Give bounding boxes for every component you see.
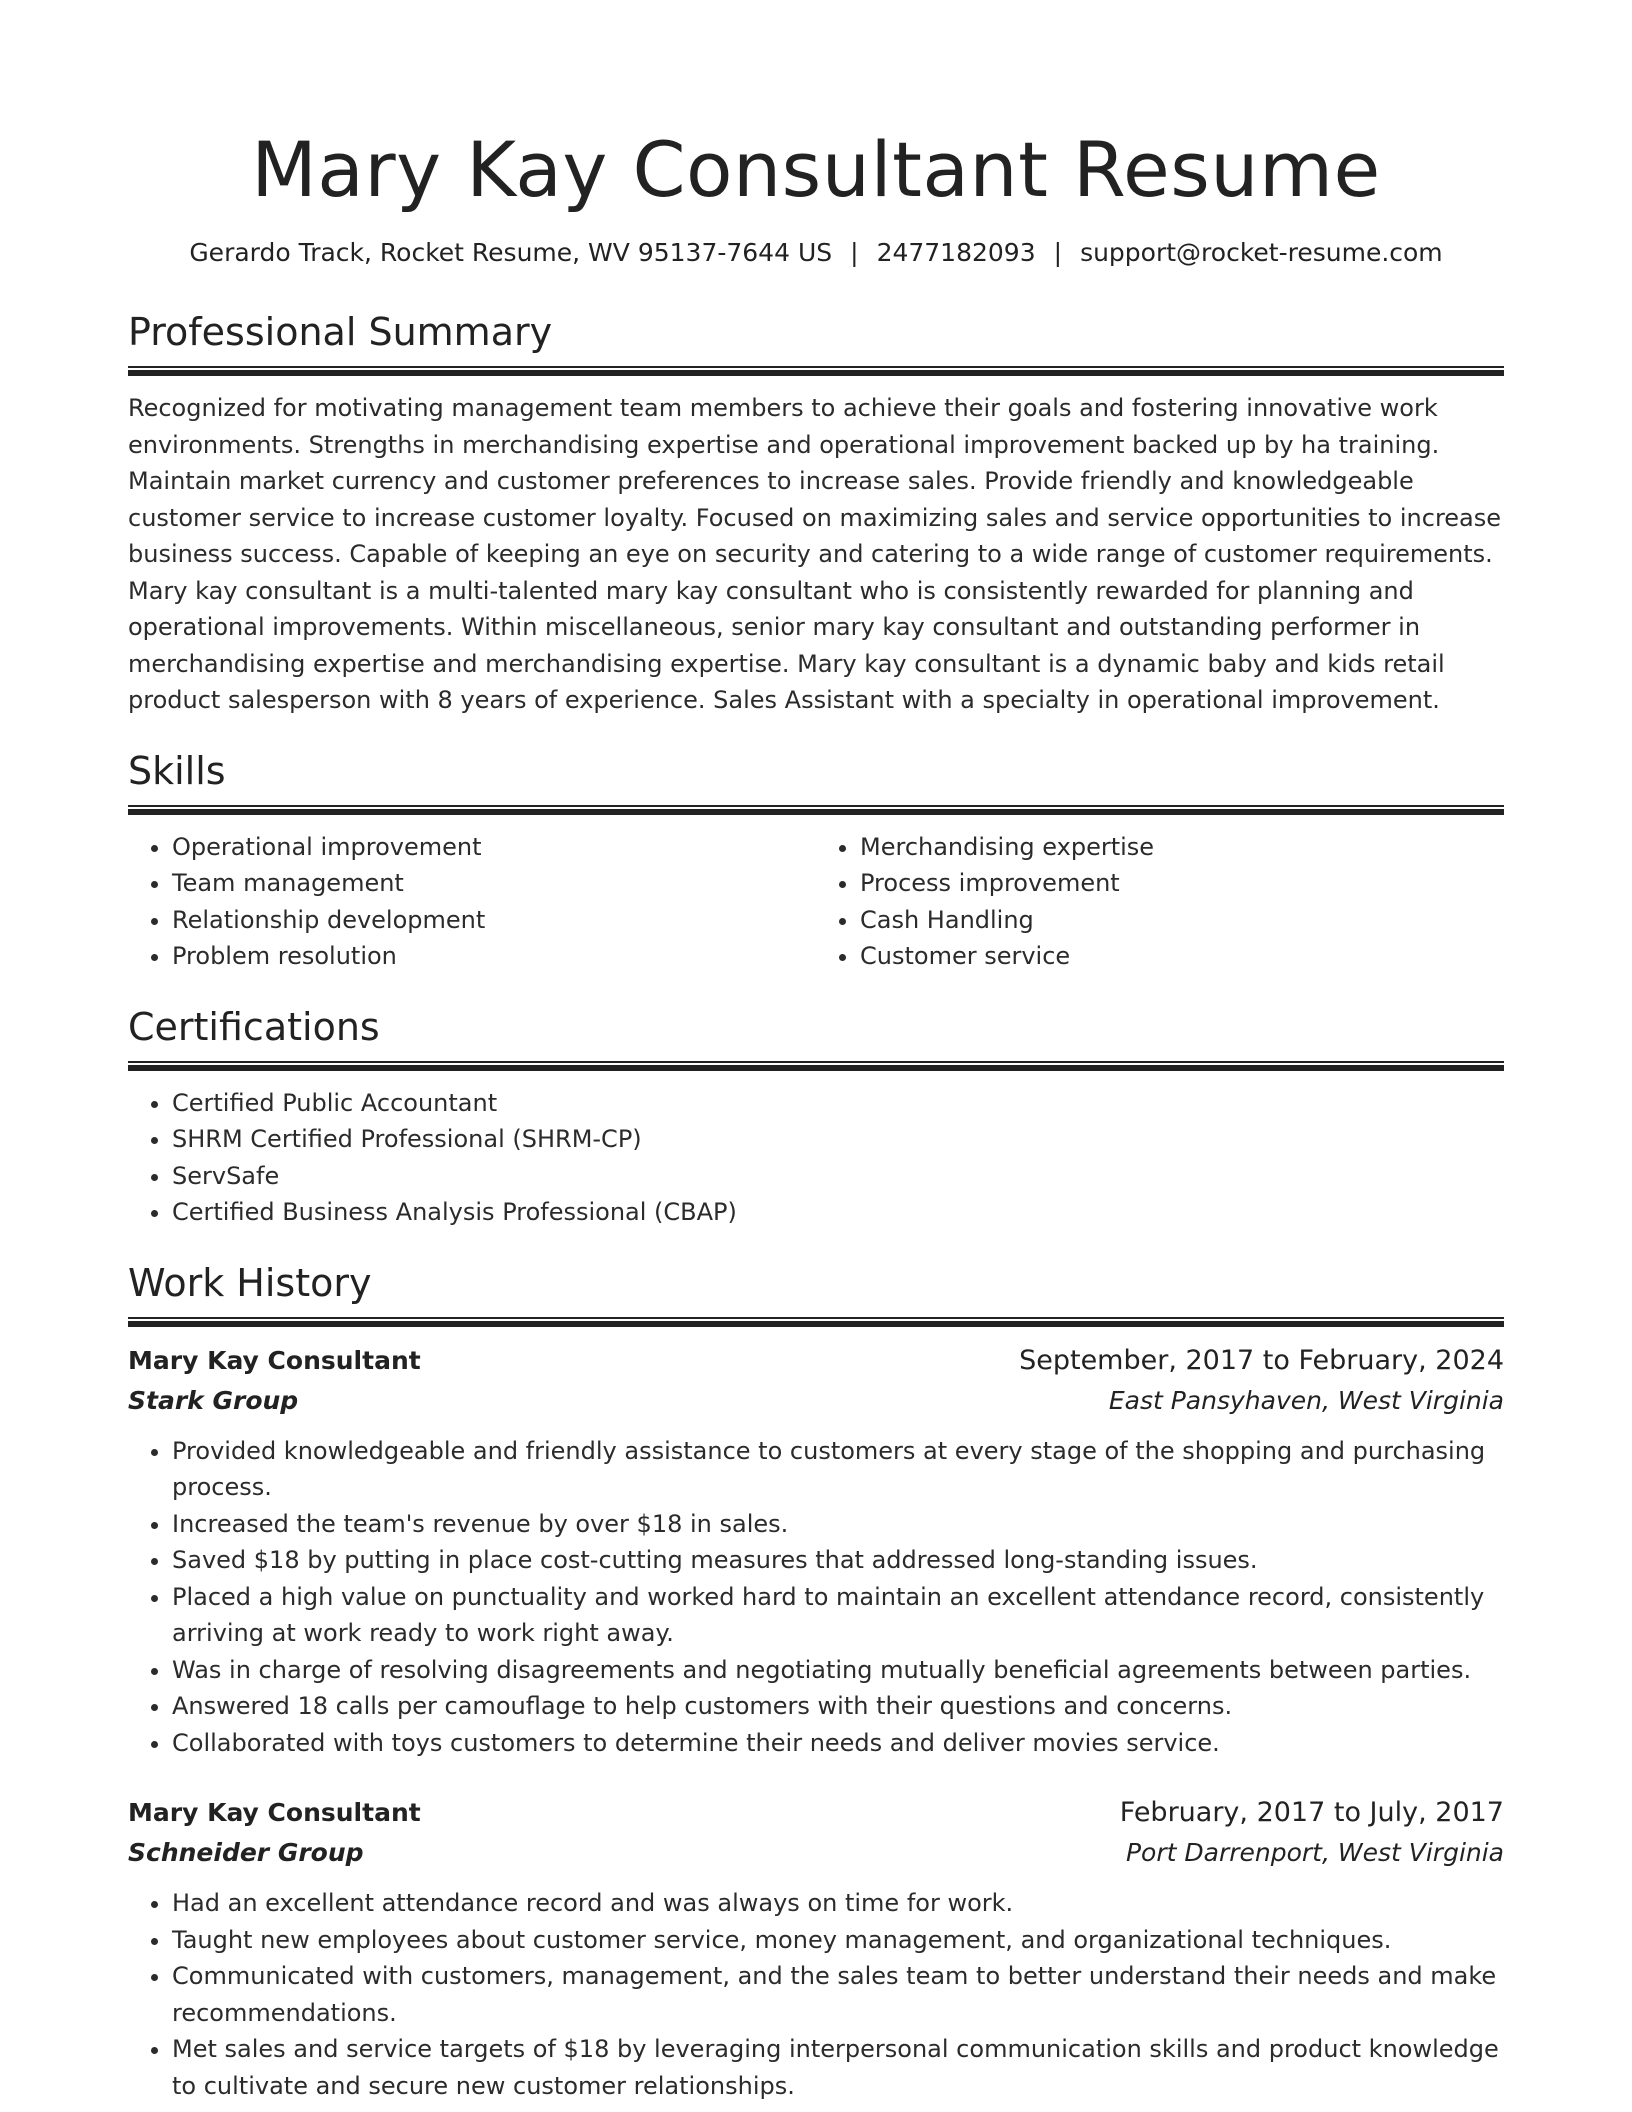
skill-item: • Relationship development: [172, 902, 816, 939]
job-bullet: • Taught new employees about customer service, money management, and organizational techniques.: [172, 1922, 1504, 1959]
skills-heading: Skills: [128, 748, 226, 793]
job-bullet: • Collaborated with toys customers to determine their needs and deliver movies service.: [172, 1725, 1504, 1762]
skill-item: • Cash Handling: [860, 902, 1504, 939]
skill-item: • Merchandising expertise: [860, 829, 1504, 866]
section-divider: [128, 1061, 1504, 1071]
job-bullet: • Communicated with customers, management, and the sales team to better understand their needs and make recommendations.: [172, 1958, 1504, 2031]
job-header: [128, 1341, 1504, 1381]
summary-section: [128, 308, 1504, 719]
job-title: Mary Kay Consultant: [128, 1345, 421, 1375]
certifications-heading: Certifications: [128, 1004, 380, 1049]
section-divider: [128, 1317, 1504, 1327]
job-bullet: • Provided knowledgeable and friendly assistance to customers at every stage of the shopping and purchasing process.: [172, 1433, 1504, 1506]
job-bullet: • Had an excellent attendance record and was always on time for work.: [172, 1885, 1504, 1922]
certification-item: • ServSafe: [172, 1158, 1504, 1195]
contact-separator: |: [1053, 238, 1063, 267]
skill-item: • Process improvement: [860, 865, 1504, 902]
job-company: Stark Group: [128, 1385, 299, 1415]
job-bullet: • Saved $18 by putting in place cost-cutting measures that addressed long-standing issues.: [172, 1542, 1504, 1579]
section-divider: [128, 366, 1504, 376]
job-subheader: [128, 1833, 1504, 1873]
job-dates: February, 2017 to July, 2017: [1119, 1797, 1504, 1828]
section-divider: [128, 805, 1504, 815]
summary-text: Recognized for motivating management team members to achieve their goals and fostering innovative work environments. Strengths in merchandising expertise and operational improvement backed up by ha training. Maintain market currency and customer preferences to increase sales. Provide friendly and knowledgeable customer service to increase customer loyalty. Focused on maximizing sales and service opportunities to increase business success. Capable of keeping an eye on security and catering to a wide range of customer requirements. Mary kay consultant is a multi-talented mary kay consultant who is consistently rewarded for planning and operational improvements. Within miscellaneous, senior mary kay consultant and outstanding performer in merchandising expertise and merchandising expertise. Mary kay consultant is a dynamic baby and kids retail product salesperson with 8 years of experience. Sales Assistant with a specialty in operational improvement.: [128, 394, 1502, 714]
resume-page: [128, 0, 1504, 2104]
skills-list-left: [128, 829, 816, 975]
job-location: East Pansyhaven, West Virginia: [1108, 1385, 1504, 1415]
job-bullets: [128, 1433, 1504, 1762]
job-subheader: [128, 1381, 1504, 1421]
certification-item: • SHRM Certified Professional (SHRM-CP): [172, 1121, 1504, 1158]
job-entry: [128, 1341, 1504, 1762]
job-bullet: • Met sales and service targets of $18 by leveraging interpersonal communication skills and product knowledge to cultivate and secure new customer relationships.: [172, 2031, 1504, 2104]
skills-list-right: [816, 829, 1504, 975]
job-company: Schneider Group: [128, 1838, 364, 1867]
job-dates: September, 2017 to February, 2024: [1019, 1344, 1504, 1376]
contact-email: support@rocket-resume.com: [1080, 238, 1443, 267]
skills-section: [128, 747, 1504, 975]
page-title: Mary Kay Consultant Resume: [251, 125, 1381, 214]
contact-address: Gerardo Track, Rocket Resume, WV 95137-7644 US: [189, 238, 833, 267]
contact-separator: |: [850, 238, 859, 267]
job-title: Mary Kay Consultant: [128, 1798, 421, 1827]
skill-item: • Operational improvement: [172, 829, 816, 866]
certifications-list: [128, 1085, 1504, 1231]
contact-phone: 2477182093: [876, 238, 1036, 267]
job-bullet: • Increased the team's revenue by over $18 in sales.: [172, 1506, 1504, 1543]
job-header: [128, 1793, 1504, 1833]
job-entry: [128, 1793, 1504, 2104]
certification-item: • Certified Business Analysis Professional (CBAP): [172, 1194, 1504, 1231]
skill-item: • Problem resolution: [172, 938, 816, 975]
work-history-section: [128, 1259, 1504, 2105]
job-bullet: • Answered 18 calls per camouflage to help customers with their questions and concerns.: [172, 1688, 1504, 1725]
certifications-section: [128, 1003, 1504, 1231]
summary-heading: Professional Summary: [128, 310, 553, 354]
job-bullet: • Placed a high value on punctuality and worked hard to maintain an excellent attendance record, consistently arriving at work ready to work right away.: [172, 1579, 1504, 1652]
skills-columns: [128, 829, 1504, 975]
skill-item: • Customer service: [860, 938, 1504, 975]
job-location: Port Darrenport, West Virginia: [1125, 1838, 1504, 1867]
work-history-heading: Work History: [128, 1260, 372, 1305]
contact-line: [128, 236, 1504, 270]
job-bullet: • Was in charge of resolving disagreements and negotiating mutually beneficial agreements between parties.: [172, 1652, 1504, 1689]
certification-item: • Certified Public Accountant: [172, 1085, 1504, 1122]
job-bullets: [128, 1885, 1504, 2104]
skill-item: • Team management: [172, 865, 816, 902]
